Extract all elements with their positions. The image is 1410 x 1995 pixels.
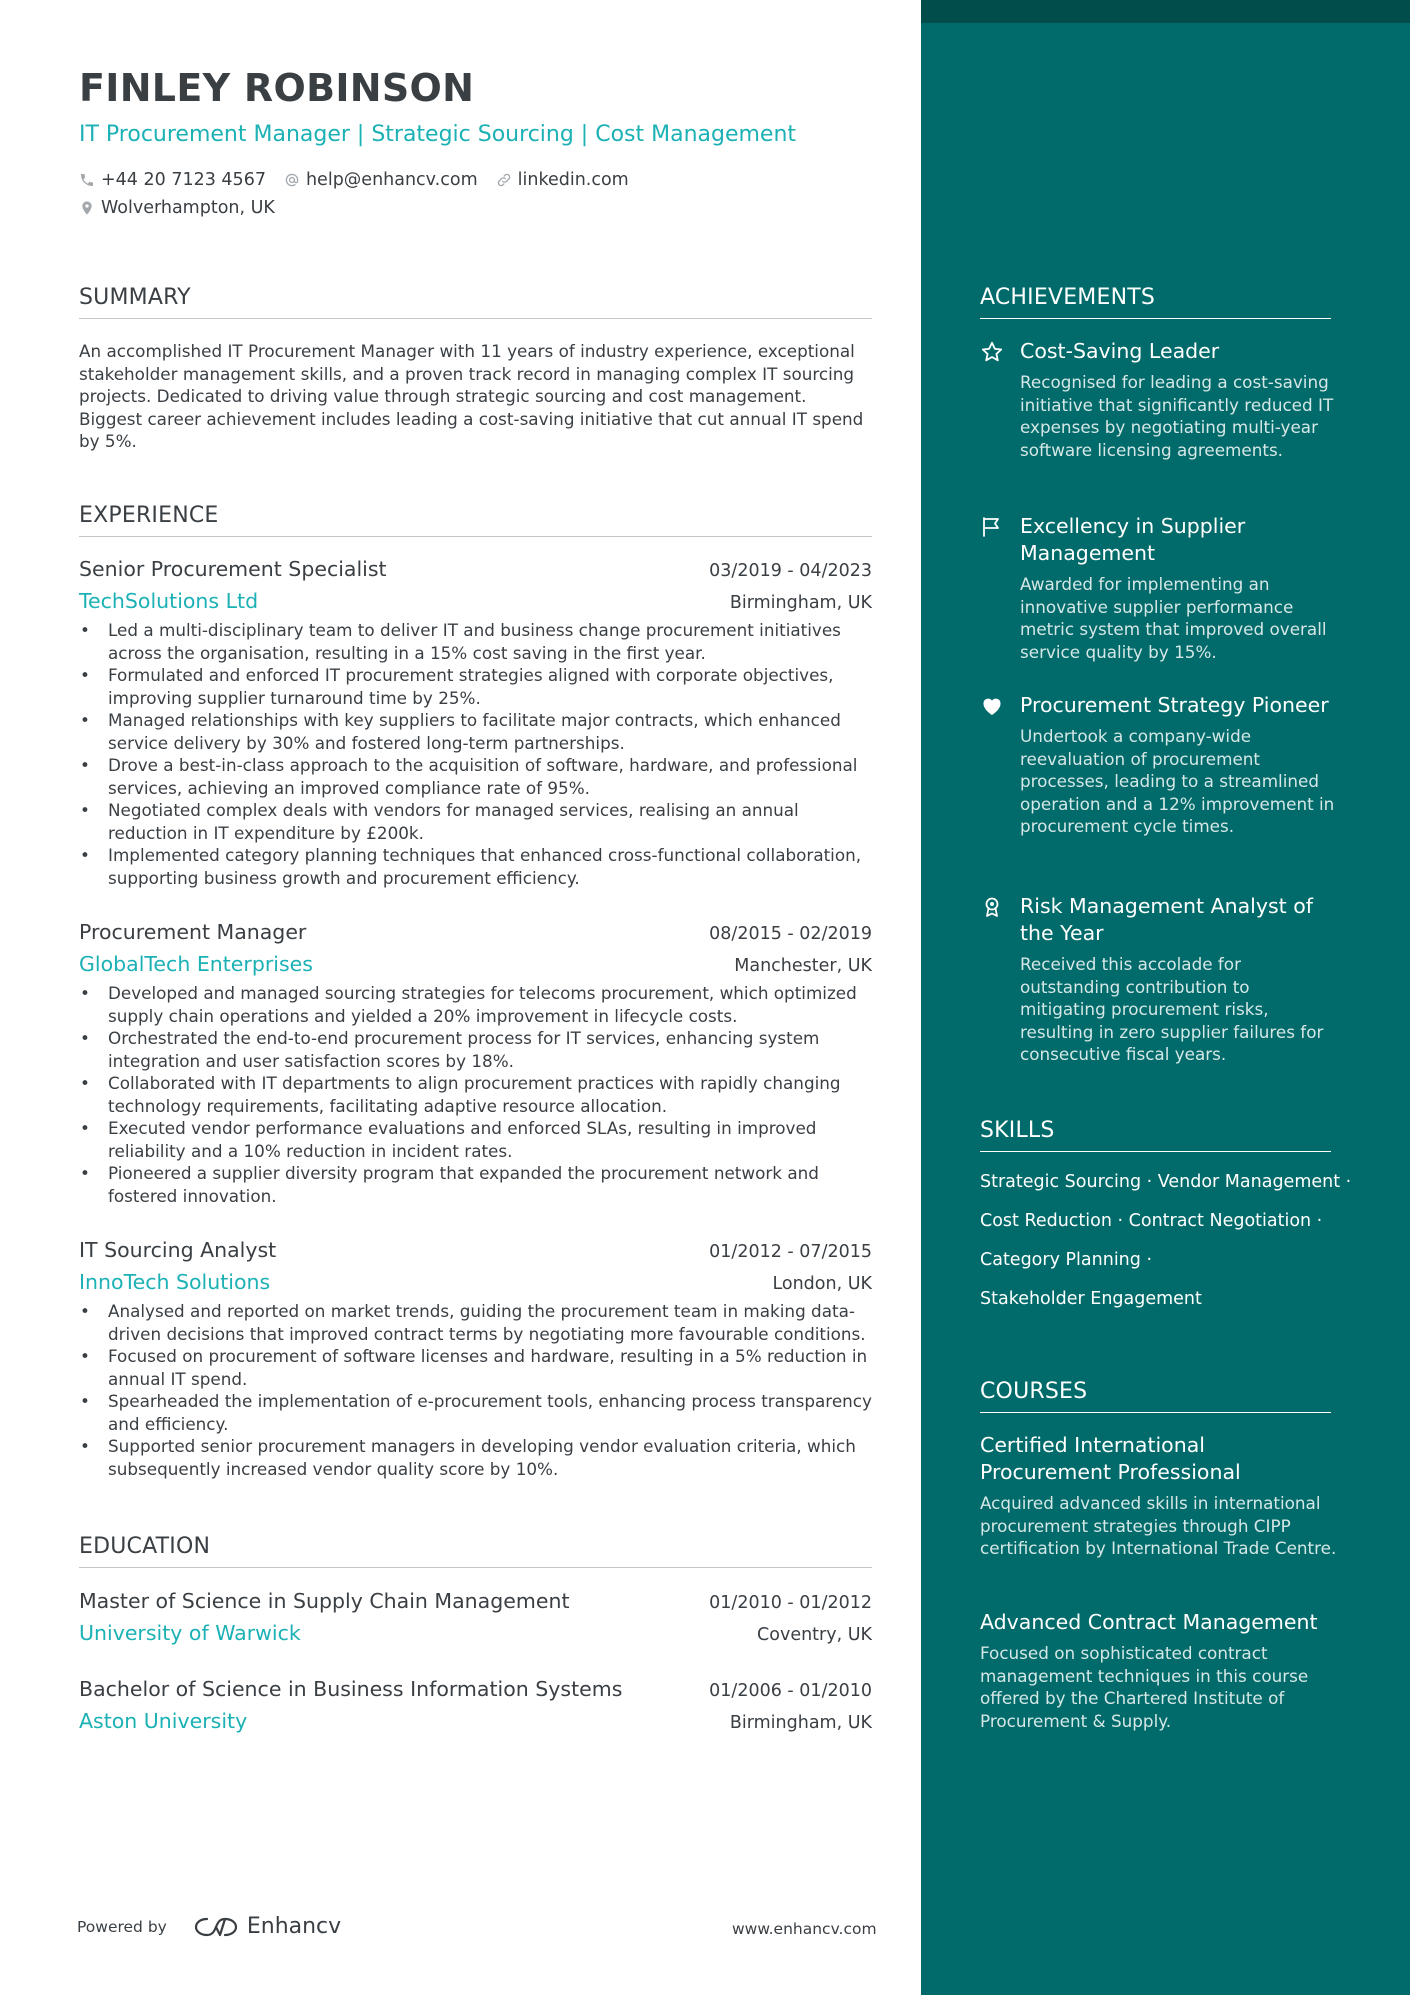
job-dates: 01/2012 - 07/2015 <box>709 1242 872 1262</box>
phone-icon <box>79 172 95 188</box>
at-icon <box>284 172 300 188</box>
enhancv-brand-text: Enhancv <box>246 1914 342 1939</box>
achievement-item <box>980 513 1340 663</box>
summary-heading: SUMMARY <box>79 285 872 319</box>
achievement-desc: Awarded for implementing an innovative supplier performance metric system that improved overall service quality by 15%. <box>1020 574 1327 662</box>
job-bullets <box>79 619 872 889</box>
achievement-title: Procurement Strategy Pioneer <box>1020 693 1329 717</box>
email-text[interactable]: help@enhancv.com <box>305 170 478 190</box>
bullet-item: • Led a multi-disciplinary team to deliver IT and business change procurement initiatives across the organisation, resulting in a 15% cost saving in the first year. <box>79 619 872 664</box>
star-icon <box>980 340 1004 364</box>
bullet-item: • Collaborated with IT departments to align procurement practices with rapidly changing technology requirements, facilitating adaptive resource allocation. <box>79 1072 872 1117</box>
job-company[interactable]: GlobalTech Enterprises <box>79 952 313 976</box>
job-bullets <box>79 982 872 1207</box>
school-location: Birmingham, UK <box>729 1713 872 1733</box>
bullet-item: • Focused on procurement of software licenses and hardware, resulting in a 5% reduction in annual IT spend. <box>79 1345 872 1390</box>
job-location: Manchester, UK <box>734 956 872 976</box>
achievement-title: Risk Management Analyst of the Year <box>1020 894 1313 945</box>
job-dates: 03/2019 - 04/2023 <box>709 561 872 581</box>
course-title: Certified International Procurement Professional <box>980 1433 1241 1484</box>
skill-line: Stakeholder Engagement <box>980 1289 1202 1309</box>
bullet-item: • Analysed and reported on market trends, guiding the procurement team in making data-driven decisions that improved contract terms by negotiating more favourable conditions. <box>79 1300 872 1345</box>
experience-entry <box>79 920 872 1207</box>
achievement-desc: Undertook a company-wide reevaluation of procurement processes, leading to a streamlined operation and a 12% improvement in procurement cycle times. <box>1020 726 1335 836</box>
bullet-item: • Negotiated complex deals with vendors for managed services, realising an annual reduction in IT expenditure by £200k. <box>79 799 872 844</box>
location-text: Wolverhampton, UK <box>101 198 275 218</box>
job-company[interactable]: TechSolutions Ltd <box>79 589 259 613</box>
courses-heading: COURSES <box>980 1379 1331 1413</box>
linkedin-text[interactable]: linkedin.com <box>517 170 629 190</box>
course-desc: Focused on sophisticated contract management techniques in this course offered by the Chartered Institute of Procurement & Supply. <box>980 1643 1309 1731</box>
achievement-desc: Recognised for leading a cost-saving initiative that significantly reduced IT expenses by negotiating multi-year software licensing agreements. <box>1020 372 1334 460</box>
achievement-item <box>980 338 1340 461</box>
experience-heading: EXPERIENCE <box>79 503 872 537</box>
job-role: Senior Procurement Specialist <box>79 557 387 581</box>
award-icon <box>980 895 1004 919</box>
contact-email[interactable] <box>284 170 478 190</box>
achievement-item <box>980 692 1340 838</box>
bullet-item: • Orchestrated the end-to-end procurement process for IT services, enhancing system integration and user satisfaction scores by 18%. <box>79 1027 872 1072</box>
flag-icon <box>980 515 1004 539</box>
school-location: Coventry, UK <box>757 1625 872 1645</box>
achievement-title: Cost-Saving Leader <box>1020 339 1220 363</box>
degree-title: Bachelor of Science in Business Information Systems <box>79 1677 623 1701</box>
enhancv-logo[interactable] <box>193 1914 341 1939</box>
enhancv-logo-icon <box>193 1915 239 1939</box>
course-desc: Acquired advanced skills in international procurement strategies through CIPP certification by International Trade Centre. <box>980 1493 1337 1558</box>
education-entry <box>79 1589 872 1645</box>
location-pin-icon <box>79 199 95 217</box>
school-name[interactable]: University of Warwick <box>79 1621 301 1645</box>
contact-linkedin[interactable] <box>496 170 629 190</box>
phone-text: +44 20 7123 4567 <box>101 170 266 190</box>
powered-by-label: Powered by <box>77 1917 167 1936</box>
bullet-item: • Spearheaded the implementation of e-procurement tools, enhancing process transparency and efficiency. <box>79 1390 872 1435</box>
heart-icon <box>980 694 1004 718</box>
achievements-heading: ACHIEVEMENTS <box>980 285 1331 319</box>
bullet-item: • Implemented category planning techniques that enhanced cross-functional collaboration, supporting business growth and procurement efficiency. <box>79 844 872 889</box>
school-name[interactable]: Aston University <box>79 1709 248 1733</box>
job-company[interactable]: InnoTech Solutions <box>79 1270 271 1294</box>
bullet-item: • Formulated and enforced IT procurement strategies aligned with corporate objectives, improving supplier turnaround time by 25%. <box>79 664 872 709</box>
achievement-title: Excellency in Supplier Management <box>1020 514 1246 565</box>
education-heading: EDUCATION <box>79 1534 872 1568</box>
location-row <box>79 198 293 218</box>
job-role: Procurement Manager <box>79 920 307 944</box>
skill-line: Category Planning · <box>980 1250 1153 1270</box>
link-icon <box>496 172 512 188</box>
footer-powered-by <box>77 1914 341 1939</box>
course-item <box>980 1432 1340 1560</box>
footer-website[interactable]: www.enhancv.com <box>732 1920 877 1938</box>
skill-line: Cost Reduction · Contract Negotiation · <box>980 1211 1323 1231</box>
degree-dates: 01/2010 - 01/2012 <box>709 1593 872 1613</box>
job-dates: 08/2015 - 02/2019 <box>709 924 872 944</box>
job-role: IT Sourcing Analyst <box>79 1238 277 1262</box>
course-title: Advanced Contract Management <box>980 1610 1318 1634</box>
skill-line: Strategic Sourcing · Vendor Management · <box>980 1172 1352 1192</box>
sidebar-top-bar <box>921 0 1410 23</box>
bullet-item: • Drove a best-in-class approach to the acquisition of software, hardware, and professional services, achieving an improved compliance rate of 95%. <box>79 754 872 799</box>
contact-location <box>79 198 275 218</box>
bullet-item: • Executed vendor performance evaluations and enforced SLAs, resulting in improved reliability and a 10% reduction in incident rates. <box>79 1117 872 1162</box>
candidate-tagline: IT Procurement Manager | Strategic Sourcing | Cost Management <box>79 122 797 147</box>
bullet-item: • Supported senior procurement managers in developing vendor evaluation criteria, which subsequently increased vendor quality score by 10%. <box>79 1435 872 1480</box>
achievement-item <box>980 893 1340 1066</box>
candidate-name: FINLEY ROBINSON <box>79 66 475 110</box>
education-entry <box>79 1677 872 1733</box>
experience-entry <box>79 1238 872 1480</box>
course-item <box>980 1609 1340 1732</box>
contact-phone <box>79 170 266 190</box>
skills-heading: SKILLS <box>980 1118 1331 1152</box>
job-location: Birmingham, UK <box>729 593 872 613</box>
achievement-desc: Received this accolade for outstanding contribution to mitigating procurement risks, resulting in zero supplier failures for consecutive fiscal years. <box>1020 954 1324 1064</box>
sidebar <box>921 0 1410 1995</box>
skills-list <box>980 1172 1360 1328</box>
job-bullets <box>79 1300 872 1480</box>
contact-row <box>79 170 647 190</box>
bullet-item: • Managed relationships with key suppliers to facilitate major contracts, which enhanced service delivery by 30% and fostered long-term partnerships. <box>79 709 872 754</box>
degree-title: Master of Science in Supply Chain Management <box>79 1589 570 1613</box>
job-location: London, UK <box>772 1274 872 1294</box>
degree-dates: 01/2006 - 01/2010 <box>709 1681 872 1701</box>
summary-text: An accomplished IT Procurement Manager with 11 years of industry experience, exceptional stakeholder management skills, and a proven track record in managing complex IT sourcing projects. Dedicated to driving value through strategic sourcing and cost management. Biggest career achievement includes leading a cost-saving initiative that cut annual IT spend by 5%. <box>79 341 864 451</box>
experience-entry <box>79 557 872 889</box>
bullet-item: • Pioneered a supplier diversity program that expanded the procurement network and fostered innovation. <box>79 1162 872 1207</box>
bullet-item: • Developed and managed sourcing strategies for telecoms procurement, which optimized supply chain operations and yielded a 20% improvement in lifecycle costs. <box>79 982 872 1027</box>
